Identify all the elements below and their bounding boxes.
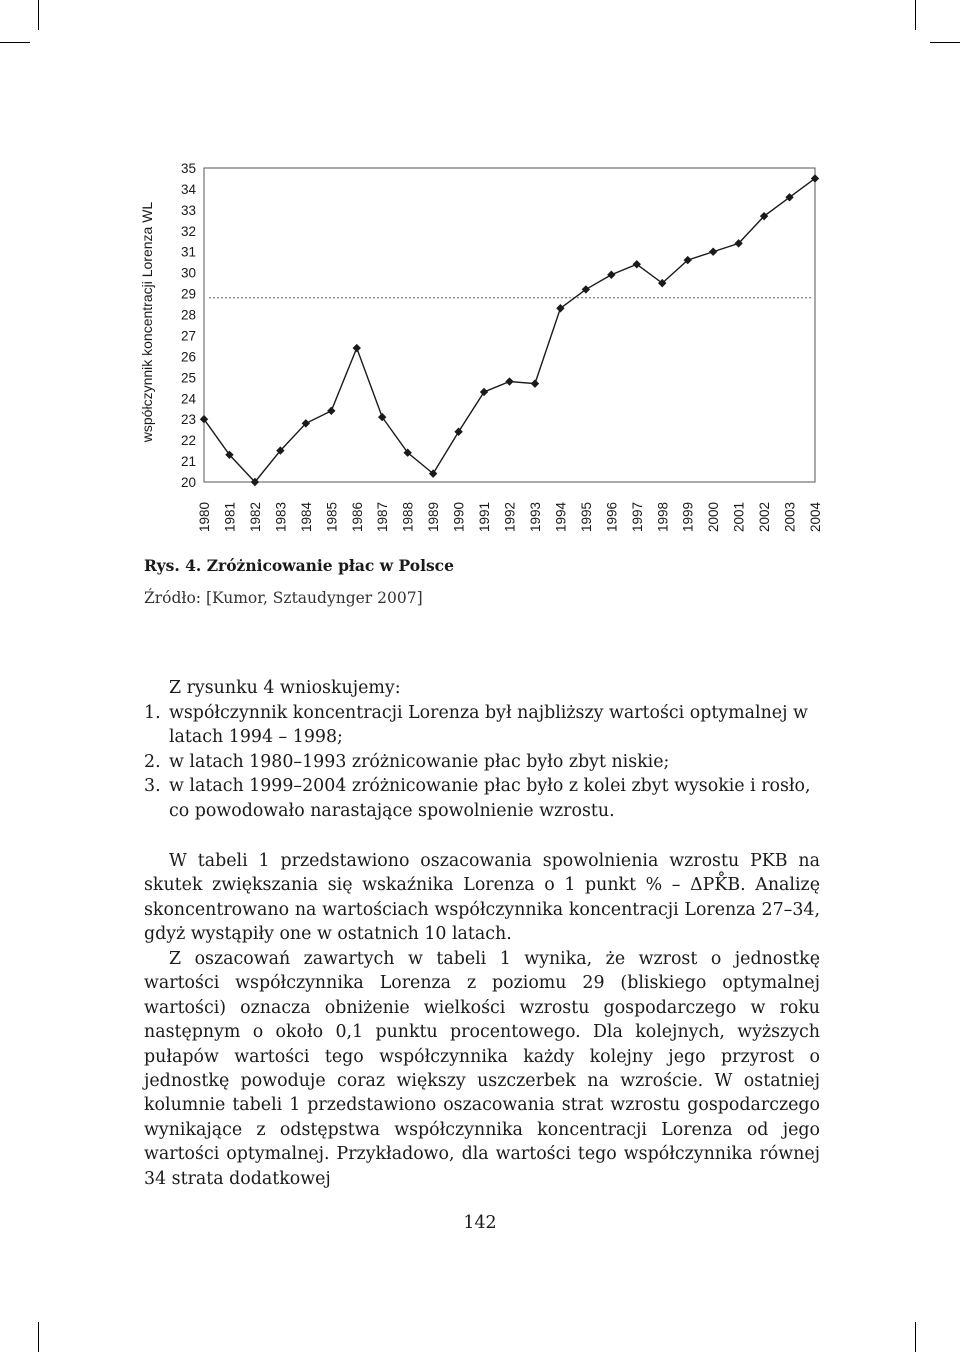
crop-mark-bottom-left (38, 1322, 57, 1352)
page-number: 142 (463, 1213, 497, 1233)
data-point-marker (327, 407, 335, 415)
paragraph-1: W tabeli 1 przedstawiono oszacowania spowolnienia wzrostu PKB na skutek zwiększania się wskaźnika Lorenza o 1 punkt % – ΔPK̊B. Analizę skoncentrowano na wartościach współczynnika koncentracji Lorenza 27–34, gdyż wystąpiły one w ostatnich 10 latach. (144, 851, 820, 945)
data-point-marker (505, 377, 513, 385)
y-tick-label: 25 (180, 370, 196, 386)
x-tick-label: 2000 (706, 501, 722, 532)
x-tick-label: 1992 (502, 501, 518, 532)
x-tick-label: 1985 (324, 501, 340, 532)
series-line (204, 178, 815, 482)
crop-mark-top-right-h (930, 42, 960, 43)
y-tick-label: 22 (180, 433, 196, 449)
x-tick-label: 1993 (527, 501, 543, 532)
conclusions-intro: Z rysunku 4 wnioskujemy: (169, 678, 401, 698)
y-tick-label: 33 (180, 202, 196, 218)
data-points (200, 174, 819, 486)
conclusions-list (144, 701, 820, 823)
x-tick-label: 1981 (222, 501, 238, 532)
crop-mark-top-right (915, 0, 934, 30)
y-axis-label: współczynnik koncentracji Lorenza WL (139, 201, 155, 443)
y-tick-label: 23 (180, 412, 196, 428)
x-tick-label: 1987 (375, 501, 391, 532)
x-tick-label: 2001 (731, 501, 747, 532)
x-tick-label: 2004 (808, 501, 823, 532)
y-tick-label: 31 (180, 244, 196, 260)
y-tick-label: 20 (180, 475, 196, 490)
y-tick-label: 32 (180, 223, 196, 239)
data-point-marker (353, 344, 361, 352)
x-tick-label: 1988 (400, 501, 416, 532)
y-tick-label: 24 (180, 391, 196, 407)
x-tick-label: 1980 (197, 501, 212, 532)
data-point-marker (531, 379, 539, 387)
x-tick-label: 1997 (629, 501, 645, 532)
data-point-marker (480, 388, 488, 396)
x-tick-label: 1999 (680, 501, 696, 532)
paragraph-2: Z oszacowań zawartych w tabeli 1 wynika, że wzrost o jednostkę wartości współczynnika Lorenza z poziomu 29 (bliskiego optymalnej wartości) oznacza obniżenie wielkości wzrostu gospodarczego w roku następnym o około 0,1 punktu procentowego. Dla kolejnych, wyższych pułapów wartości tego współczynnika każdy kolejny jego przyrost o jednostkę powoduje coraz większy uszczerbek na wzroście. W ostatniej kolumnie tabeli 1 przedstawiono oszacowania strat wzrostu gospodarczego wynikające z odstępstwa współczynnika koncentracji Lorenza od jego wartości optymalnej. Przykładowo, dla wartości tego współczynnika równej 34 strata dodatkowej (144, 949, 820, 1189)
crop-mark-top-left (38, 0, 57, 30)
list-item-number: 1. (144, 703, 161, 723)
figure-caption: Rys. 4. Zróżnicowanie płac w Polsce (144, 556, 454, 575)
x-tick-label: 1995 (578, 501, 594, 532)
x-axis-ticks (197, 501, 823, 532)
list-item-text: w latach 1980–1993 zróżnicowanie płac było zbyt niskie; (169, 751, 670, 772)
x-tick-label: 1996 (604, 501, 620, 532)
crop-mark-bottom-right (915, 1322, 934, 1352)
figure-source: Źródło: [Kumor, Sztaudynger 2007] (144, 589, 423, 607)
list-item-number: 3. (144, 776, 161, 797)
x-tick-label: 1990 (451, 501, 467, 532)
y-tick-label: 27 (180, 328, 196, 344)
y-axis-ticks (181, 161, 197, 490)
y-tick-label: 30 (180, 265, 196, 281)
y-tick-label: 29 (180, 286, 196, 302)
x-tick-label: 1986 (349, 501, 365, 532)
list-item-text: w latach 1999–2004 zróżnicowanie płac było z kolei zbyt wysokie i rosło, co powodowało narastające spowolnienie wzrostu. (169, 776, 811, 821)
y-tick-label: 34 (180, 181, 196, 197)
x-tick-label: 1989 (426, 501, 442, 532)
data-point-marker (454, 428, 462, 436)
y-tick-label: 28 (180, 307, 196, 323)
list-item-number: 2. (144, 751, 161, 772)
list-item (144, 774, 820, 823)
x-tick-label: 1983 (273, 501, 289, 532)
data-point-marker (607, 271, 615, 279)
list-item (144, 701, 820, 750)
data-point-marker (709, 248, 717, 256)
list-item (144, 750, 820, 774)
x-tick-label: 1998 (655, 501, 671, 532)
x-tick-label: 1991 (477, 501, 493, 532)
list-item-text: współczynnik koncentracji Lorenza był najbliższy wartości optymalnej w latach 1994 – 1998; (169, 703, 808, 748)
crop-mark-top-left-h (0, 42, 30, 43)
x-tick-label: 1984 (298, 501, 314, 532)
y-tick-label: 26 (180, 349, 196, 365)
x-tick-label: 1982 (247, 501, 263, 532)
lorenz-line-chart (0, 150, 960, 540)
x-tick-label: 2002 (757, 501, 773, 532)
x-tick-label: 2003 (782, 501, 798, 532)
x-tick-label: 1994 (553, 501, 569, 532)
y-tick-label: 35 (180, 161, 196, 176)
y-tick-label: 21 (180, 454, 196, 470)
